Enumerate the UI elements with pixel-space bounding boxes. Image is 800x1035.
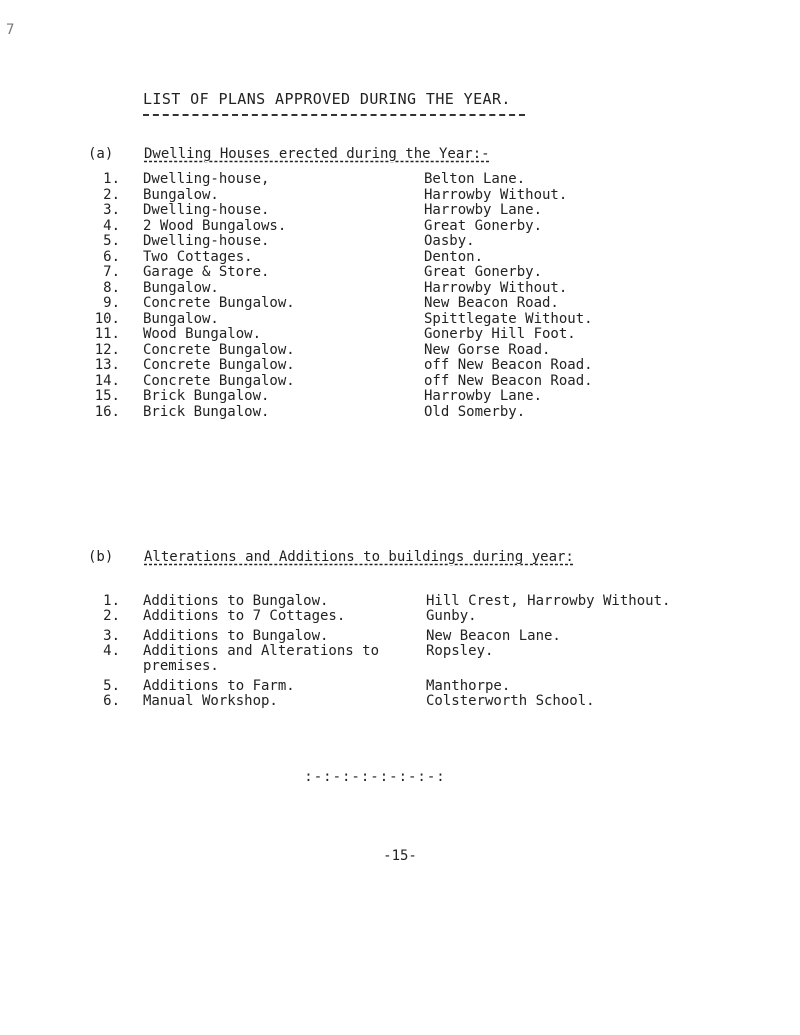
item-description: Additions to Bungalow.	[143, 628, 329, 644]
item-number: 6.	[103, 248, 120, 265]
item-description: Bungalow.	[143, 310, 219, 327]
item-description: Brick Bungalow.	[143, 403, 270, 420]
corner-mark: 7	[6, 22, 15, 38]
item-location: Harrowby Without.	[424, 279, 568, 296]
list-item	[88, 234, 800, 250]
list-item	[88, 389, 800, 405]
section-b-heading: Alterations and Additions to buildings during year:	[144, 549, 574, 565]
list-item	[88, 188, 800, 204]
item-location: New Gorse Road.	[424, 341, 551, 358]
item-location: Harrowby Without.	[424, 186, 568, 203]
item-description: Concrete Bungalow.	[143, 295, 295, 311]
list-item	[88, 374, 800, 390]
item-description: Two Cottages.	[143, 248, 253, 265]
item-number: 1.	[103, 171, 120, 187]
list-item	[88, 594, 800, 609]
item-number: 11.	[94, 326, 120, 342]
section-a-heading: Dwelling Houses erected during the Year:-	[144, 146, 490, 162]
item-number: 3.	[103, 628, 120, 644]
item-number: 12.	[94, 341, 120, 358]
title-underline	[143, 114, 525, 116]
item-location: off New Beacon Road.	[424, 372, 593, 389]
section-b-header	[88, 549, 574, 565]
item-location: Harrowby Lane.	[424, 202, 543, 218]
item-description: Bungalow.	[143, 279, 219, 296]
item-location: Hill Crest, Harrowby Without.	[426, 593, 671, 609]
item-description: 2 Wood Bungalows.	[143, 217, 287, 234]
list-item	[88, 219, 800, 235]
item-number: 6.	[103, 693, 120, 709]
item-description: Concrete Bungalow.	[143, 357, 295, 373]
section-divider: :-:-:-:-:-:-:-:	[304, 769, 446, 785]
item-location: off New Beacon Road.	[424, 357, 593, 373]
item-location: Old Somerby.	[424, 403, 526, 420]
item-description: Additions to 7 Cottages.	[143, 608, 346, 624]
item-number: 3.	[103, 202, 120, 218]
item-location: Oasby.	[424, 233, 475, 249]
item-description: Additions and Alterations to premises.	[143, 643, 380, 674]
list-item	[88, 296, 800, 312]
item-location: Gonerby Hill Foot.	[424, 326, 576, 342]
list-item	[88, 312, 800, 328]
item-location: Ropsley.	[426, 643, 494, 659]
item-description: Manual Workshop.	[143, 693, 278, 709]
section-a-label: (a)	[88, 146, 114, 162]
item-location: Colsterworth School.	[426, 693, 595, 709]
list-item	[88, 203, 800, 219]
item-location: Spittlegate Without.	[424, 310, 593, 327]
item-description: Concrete Bungalow.	[143, 372, 295, 389]
list-item	[88, 265, 800, 281]
item-number: 8.	[103, 279, 120, 296]
item-description: Dwelling-house.	[143, 202, 270, 218]
item-description: Dwelling-house,	[143, 171, 270, 187]
alterations-list	[88, 594, 800, 709]
list-item	[88, 343, 800, 359]
item-description: Concrete Bungalow.	[143, 341, 295, 358]
item-number: 4.	[103, 643, 120, 659]
item-location: Great Gonerby.	[424, 217, 543, 234]
item-number: 5.	[103, 678, 120, 694]
list-item	[88, 405, 800, 421]
item-number: 16.	[94, 403, 120, 420]
item-location: New Beacon Lane.	[426, 628, 561, 644]
item-location: Gunby.	[426, 608, 477, 624]
section-b-label: (b)	[88, 549, 114, 565]
item-number: 1.	[103, 593, 120, 609]
item-description: Brick Bungalow.	[143, 388, 270, 404]
item-description: Additions to Farm.	[143, 678, 295, 694]
item-number: 5.	[103, 233, 120, 249]
item-description: Dwelling-house.	[143, 233, 270, 249]
list-item	[88, 358, 800, 374]
item-number: 10.	[94, 310, 120, 327]
item-number: 9.	[103, 295, 120, 311]
section-a-header	[88, 146, 490, 162]
item-location: Denton.	[424, 248, 484, 265]
list-item	[88, 629, 800, 644]
item-number: 7.	[103, 264, 120, 280]
item-description: Additions to Bungalow.	[143, 593, 329, 609]
item-number: 4.	[103, 217, 120, 234]
item-description: Garage & Store.	[143, 264, 270, 280]
list-item	[88, 679, 800, 694]
list-item	[88, 250, 800, 266]
list-item	[88, 172, 800, 188]
list-item	[88, 609, 800, 624]
item-location: Harrowby Lane.	[424, 388, 543, 404]
item-location: Belton Lane.	[424, 171, 526, 187]
item-description: Wood Bungalow.	[143, 326, 262, 342]
list-item	[88, 694, 800, 709]
item-number: 2.	[103, 608, 120, 624]
item-number: 2.	[103, 186, 120, 203]
list-item	[88, 327, 800, 343]
item-number: 15.	[94, 388, 120, 404]
item-number: 14.	[94, 372, 120, 389]
page-title: LIST OF PLANS APPROVED DURING THE YEAR.	[143, 90, 511, 108]
item-location: New Beacon Road.	[424, 295, 559, 311]
list-item	[88, 644, 800, 674]
item-location: Manthorpe.	[426, 678, 511, 694]
dwelling-houses-list	[88, 172, 800, 420]
item-description: Bungalow.	[143, 186, 219, 203]
item-location: Great Gonerby.	[424, 264, 543, 280]
page-number: -15-	[383, 848, 417, 864]
item-number: 13.	[94, 357, 120, 373]
list-item	[88, 281, 800, 297]
